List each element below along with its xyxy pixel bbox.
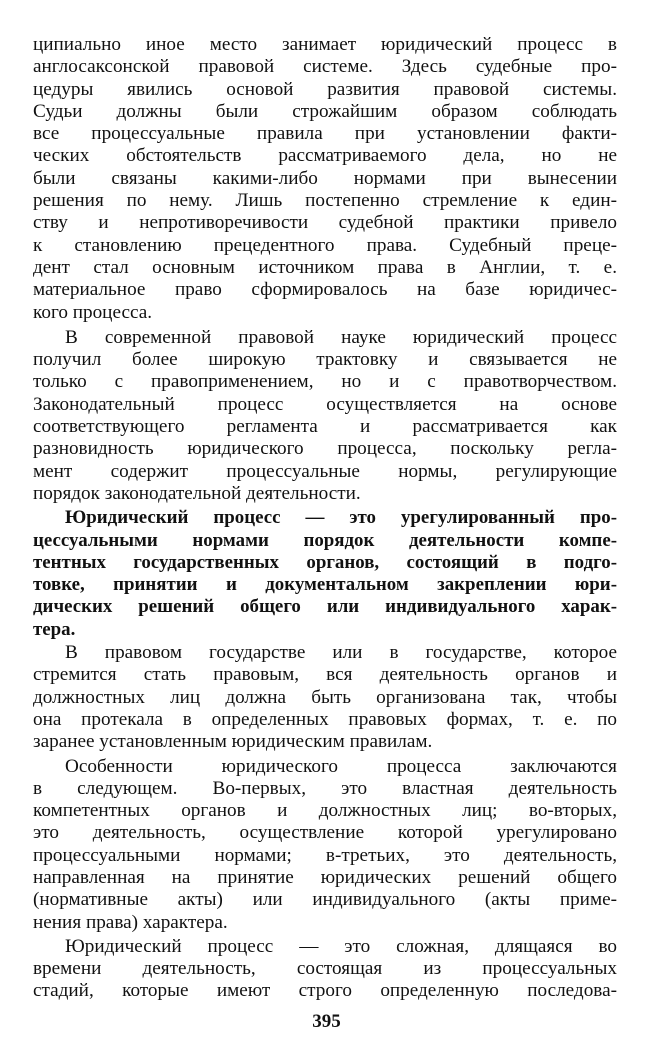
text-line: В современной правовой науке юридический процесс	[65, 326, 617, 348]
text-line: стремится стать правовым, вся деятельность органов и	[33, 664, 617, 686]
text-line: все процессуальные правила при установлении факти-	[33, 123, 617, 145]
text-line: Юридический процесс — это урегулированный про-	[65, 507, 617, 529]
page-number: 395	[312, 1011, 341, 1032]
text-line: дент стал основным источником права в Англии, т. е.	[33, 256, 617, 278]
text-line: разновидность юридического процесса, поскольку регла-	[33, 438, 617, 460]
text-line: ству и непротиворечивости судебной практики привело	[33, 212, 617, 234]
text-line: должностных лиц должна быть организована так, чтобы	[33, 686, 617, 708]
paragraph	[33, 34, 617, 324]
paragraph	[33, 936, 617, 1003]
text-line: это деятельность, осуществление которой урегулировано	[33, 822, 617, 844]
text-line: товке, принятии и документальном закреплении юри-	[33, 574, 617, 596]
text-line: кого процесса.	[33, 301, 153, 323]
text-line: Особенности юридического процесса заключаются	[65, 755, 617, 777]
text-line: компетентных органов и должностных лиц; во-вторых,	[33, 800, 617, 822]
text-line: англосаксонской правовой системе. Здесь судебные про-	[33, 56, 617, 78]
text-line: были связаны какими-либо нормами при вынесении	[33, 167, 617, 189]
text-line: ципиально иное место занимает юридический процесс в	[33, 34, 617, 55]
text-line: нения права) характера.	[33, 911, 228, 933]
text-line: соответствующего регламента и рассматривается как	[33, 416, 617, 438]
text-line: процессуальными нормами; в-третьих, это деятельность,	[33, 844, 617, 866]
text-line: Судьи должны были строжайшим образом соблюдать	[33, 100, 617, 122]
text-body	[33, 34, 617, 1003]
text-line: порядок законодательной деятельности.	[33, 482, 361, 504]
text-line: времени деятельность, состоящая из процессуальных	[33, 958, 617, 980]
page-text	[33, 34, 617, 1003]
text-line: В правовом государстве или в государстве, которое	[65, 642, 617, 664]
paragraph	[33, 327, 617, 505]
text-line: цессуальными нормами порядок деятельности компе-	[33, 529, 617, 551]
text-line: дических решений общего или индивидуального харак-	[33, 596, 617, 618]
text-line: тентных государственных органов, состоящий в подго-	[33, 551, 617, 573]
paragraph	[33, 756, 617, 934]
text-line: материальное право сформировалось на базе юридичес-	[33, 279, 617, 301]
text-line: в следующем. Во-первых, это властная деятельность	[33, 777, 617, 799]
text-line: направленная на принятие юридических решений общего	[33, 866, 617, 888]
text-line: заранее установленным юридическим правилам.	[33, 731, 433, 753]
text-line: получил более широкую трактовку и связывается не	[33, 349, 617, 371]
text-line: (нормативные акты) или индивидуального (акты приме-	[33, 889, 617, 911]
text-line: тера.	[33, 618, 76, 640]
text-line: к становлению прецедентного права. Судебный преце-	[33, 234, 617, 256]
paragraph	[33, 507, 617, 641]
text-line: Законодательный процесс осуществляется на основе	[33, 393, 617, 415]
text-line: стадий, которые имеют строго определенную последова-	[33, 980, 617, 1002]
text-line: она протекала в определенных правовых формах, т. е. по	[33, 708, 617, 730]
paragraph	[33, 642, 617, 753]
text-line: ческих обстоятельств рассматриваемого дела, но не	[33, 145, 617, 167]
text-line: цедуры явились основой развития правовой системы.	[33, 78, 617, 100]
text-line: только с правоприменением, но и с правотворчеством.	[33, 371, 617, 393]
text-line: решения по нему. Лишь постепенно стремление к един-	[33, 190, 617, 212]
text-line: Юридический процесс — это сложная, длящаяся во	[65, 935, 617, 957]
text-line: мент содержит процессуальные нормы, регулирующие	[33, 460, 617, 482]
